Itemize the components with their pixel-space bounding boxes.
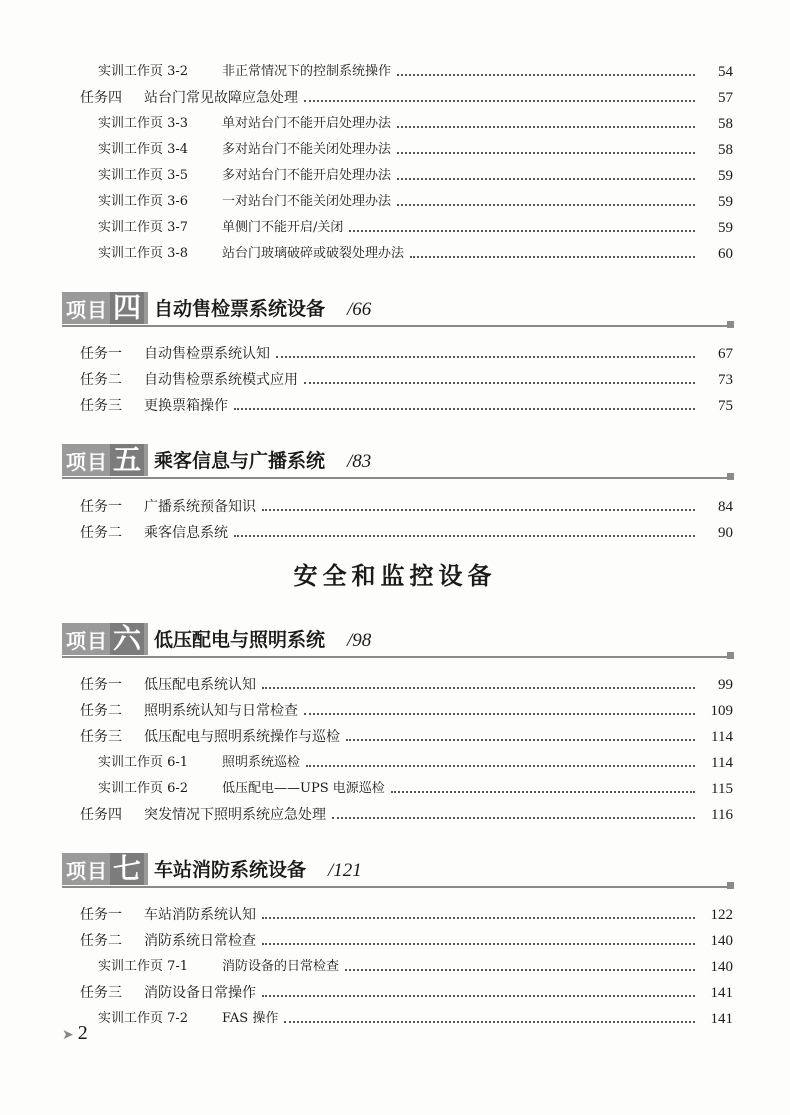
leader-dots: [262, 509, 695, 511]
entry-title: 多对站台门不能开启处理办法: [222, 168, 392, 183]
entry-page: 116: [711, 807, 733, 823]
toc-entry[interactable]: [0, 163, 790, 189]
entry-title: 站台门玻璃破碎或破裂处理办法: [222, 246, 405, 261]
page-footer: [62, 1022, 88, 1045]
entry-page: 67: [718, 346, 733, 362]
entry-code: 实训工作页 7-2: [98, 1011, 189, 1026]
project-number: 四: [110, 292, 144, 324]
leader-dots: [391, 791, 695, 793]
entry-code: 实训工作页 3-2: [98, 64, 189, 79]
entry-code: 实训工作页 3-7: [98, 220, 189, 235]
entry-page: 59: [718, 194, 733, 210]
entry-page: 140: [710, 959, 733, 975]
toc-entry[interactable]: [0, 750, 790, 776]
entry-code: 任务一: [80, 499, 122, 515]
toc-entry[interactable]: [0, 928, 790, 954]
divider: [62, 886, 734, 888]
entry-page: 59: [718, 168, 733, 184]
toc-entry[interactable]: [0, 1006, 790, 1032]
leader-dots: [262, 687, 695, 689]
toc-entry[interactable]: [0, 802, 790, 828]
entry-title: 自动售检票系统模式应用: [144, 372, 298, 388]
toc-entry[interactable]: [0, 776, 790, 802]
divider: [62, 325, 734, 327]
leader-dots: [304, 382, 695, 384]
project-title: 乘客信息与广播系统: [154, 450, 326, 472]
entry-title: 站台门常见故障应急处理: [144, 90, 298, 106]
leader-dots: [397, 178, 695, 180]
leader-dots: [349, 230, 695, 232]
leader-dots: [306, 765, 695, 767]
project-title: 自动售检票系统设备: [154, 298, 326, 320]
entry-page: 60: [718, 246, 733, 262]
entry-title: 低压配电——UPS 电源巡检: [222, 781, 385, 796]
entry-code: 实训工作页 3-8: [98, 246, 189, 261]
entry-page: 114: [711, 729, 733, 745]
entry-title: 广播系统预备知识: [144, 499, 256, 515]
leader-dots: [304, 100, 695, 102]
project-page: /83: [347, 451, 372, 472]
project-heading[interactable]: [62, 623, 734, 657]
entry-code: 任务二: [80, 933, 122, 949]
entry-title: 消防系统日常检查: [144, 933, 256, 949]
entry-page: 115: [711, 781, 733, 797]
project-page: /121: [328, 860, 362, 881]
entry-page: 57: [718, 90, 733, 106]
toc-entry[interactable]: [0, 215, 790, 241]
leader-dots: [262, 943, 695, 945]
section-heading: 安全和监控设备: [293, 561, 497, 590]
leader-dots: [332, 817, 695, 819]
entry-code: 任务二: [80, 372, 122, 388]
leader-dots: [397, 74, 695, 76]
entry-code: 任务二: [80, 525, 122, 541]
leader-dots: [262, 917, 695, 919]
toc-entry[interactable]: [0, 672, 790, 698]
entry-page: 141: [710, 985, 733, 1001]
entry-code: 任务三: [80, 729, 122, 745]
entry-code: 任务一: [80, 677, 122, 693]
entry-code: 任务一: [80, 346, 122, 362]
entry-title: 自动售检票系统认知: [144, 346, 270, 362]
entry-code: 任务三: [80, 398, 122, 414]
toc-entry[interactable]: [0, 367, 790, 393]
project-number: 六: [110, 623, 144, 655]
toc-entry[interactable]: [0, 494, 790, 520]
entry-code: 任务四: [80, 90, 122, 106]
entry-page: 54: [718, 64, 733, 80]
leader-dots: [276, 356, 695, 358]
project-page: /66: [347, 299, 372, 320]
entry-title: 单对站台门不能开启处理办法: [222, 116, 392, 131]
arrow-icon: ➤: [62, 1028, 74, 1043]
toc-entry[interactable]: [0, 393, 790, 419]
entry-title: 非正常情况下的控制系统操作: [222, 64, 392, 79]
entry-title: 低压配电与照明系统操作与巡检: [144, 729, 340, 745]
entry-title: 单侧门不能开启/关闭: [222, 220, 344, 235]
entry-page: 84: [718, 499, 733, 515]
toc-entry[interactable]: [0, 954, 790, 980]
leader-dots: [304, 713, 695, 715]
entry-title: FAS 操作: [222, 1011, 279, 1026]
toc-entry[interactable]: [0, 59, 790, 85]
toc-entry[interactable]: [0, 111, 790, 137]
toc-entry[interactable]: [0, 520, 790, 546]
toc-entry[interactable]: [0, 241, 790, 267]
entry-page: 58: [718, 116, 733, 132]
entry-page: 122: [710, 907, 733, 923]
toc-entry[interactable]: [0, 189, 790, 215]
entry-code: 实训工作页 3-3: [98, 116, 189, 131]
entry-page: 59: [718, 220, 733, 236]
project-heading[interactable]: [62, 444, 734, 478]
toc-entry[interactable]: [0, 85, 790, 111]
toc-entry[interactable]: [0, 698, 790, 724]
entry-code: 实训工作页 3-5: [98, 168, 189, 183]
toc-entry[interactable]: [0, 724, 790, 750]
leader-dots: [410, 256, 695, 258]
divider-end-square: [727, 652, 734, 659]
project-badge: 项目 五: [62, 444, 148, 476]
entry-code: 实训工作页 3-4: [98, 142, 189, 157]
divider-end-square: [727, 882, 734, 889]
entry-page: 140: [710, 933, 733, 949]
project-badge: 项目 七: [62, 853, 148, 885]
project-badge: 项目 六: [62, 623, 148, 655]
entry-title: 消防设备日常操作: [144, 985, 256, 1001]
entry-page: 73: [718, 372, 733, 388]
leader-dots: [234, 408, 695, 410]
leader-dots: [346, 739, 695, 741]
project-title: 车站消防系统设备: [154, 859, 307, 881]
project-title: 低压配电与照明系统: [154, 629, 326, 651]
entry-title: 一对站台门不能关闭处理办法: [222, 194, 392, 209]
entry-code: 任务四: [80, 807, 122, 823]
leader-dots: [284, 1021, 695, 1023]
project-heading[interactable]: [62, 292, 734, 326]
entry-page: 109: [710, 703, 733, 719]
divider: [62, 656, 734, 658]
project-number: 七: [110, 853, 144, 885]
project-heading[interactable]: [62, 853, 734, 887]
entry-code: 实训工作页 6-2: [98, 781, 189, 796]
entry-title: 突发情况下照明系统应急处理: [144, 807, 326, 823]
divider-end-square: [727, 321, 734, 328]
project-badge: 项目 四: [62, 292, 148, 324]
entry-title: 乘客信息系统: [144, 525, 228, 541]
leader-dots: [397, 204, 695, 206]
entry-title: 车站消防系统认知: [144, 907, 256, 923]
toc-entry[interactable]: [0, 137, 790, 163]
entry-title: 更换票箱操作: [144, 398, 228, 414]
toc-entry[interactable]: [0, 980, 790, 1006]
entry-code: 实训工作页 7-1: [98, 959, 189, 974]
entry-title: 多对站台门不能关闭处理办法: [222, 142, 392, 157]
leader-dots: [397, 126, 695, 128]
entry-code: 任务一: [80, 907, 122, 923]
entry-title: 消防设备的日常检查: [222, 959, 340, 974]
page-number: 2: [77, 1022, 88, 1044]
divider-end-square: [727, 473, 734, 480]
entry-code: 任务二: [80, 703, 122, 719]
project-page: /98: [347, 630, 372, 651]
entry-page: 75: [718, 398, 733, 414]
entry-page: 58: [718, 142, 733, 158]
leader-dots: [234, 535, 695, 537]
toc-entry[interactable]: [0, 341, 790, 367]
entry-code: 实训工作页 6-1: [98, 755, 189, 770]
entry-code: 任务三: [80, 985, 122, 1001]
entry-code: 实训工作页 3-6: [98, 194, 189, 209]
entry-title: 照明系统巡检: [222, 755, 301, 770]
entry-page: 99: [718, 677, 733, 693]
toc-entry[interactable]: [0, 902, 790, 928]
entry-page: 90: [718, 525, 733, 541]
divider: [62, 477, 734, 479]
entry-page: 114: [711, 755, 733, 771]
leader-dots: [397, 152, 695, 154]
project-number: 五: [110, 444, 144, 476]
leader-dots: [345, 969, 695, 971]
entry-title: 照明系统认知与日常检查: [144, 703, 298, 719]
entry-page: 141: [710, 1011, 733, 1027]
entry-title: 低压配电系统认知: [144, 677, 256, 693]
leader-dots: [262, 995, 695, 997]
